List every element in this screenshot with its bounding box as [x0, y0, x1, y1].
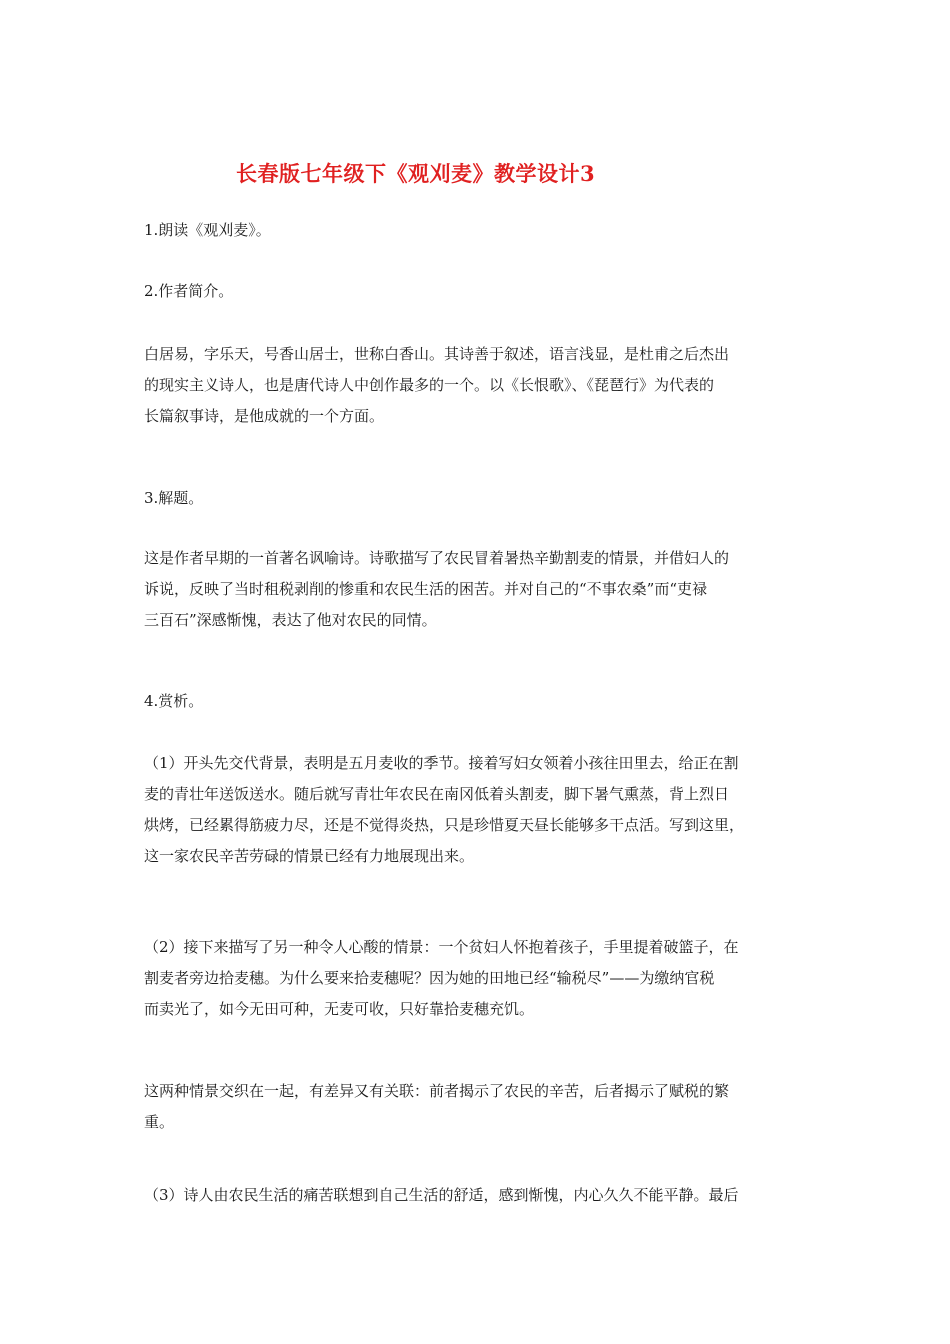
text-line: 3.解题。: [144, 489, 204, 507]
text-line: 割麦者旁边拾麦穗。为什么要来拾麦穗呢？因为她的田地已经“输税尽”——为缴纳官税: [144, 969, 715, 987]
text-line: （2）接下来描写了另一种令人心酸的情景：一个贫妇人怀抱着孩子，手里提着破篮子，在: [144, 938, 739, 956]
paragraph-title-explanation: [144, 543, 824, 636]
text-line: 4.赏析。: [144, 692, 204, 710]
paragraph-analysis-2: [144, 932, 824, 1025]
text-line: 麦的青壮年送饭送水。随后就写青壮年农民在南冈低着头割麦，脚下暑气熏蒸，背上烈日: [144, 785, 730, 803]
text-line: 烘烤，已经累得筋疲力尽，还是不觉得炎热，只是珍惜夏天昼长能够多干点活。写到这里，: [144, 816, 745, 834]
text-line: 而卖光了，如今无田可种，无麦可收，只好靠拾麦穗充饥。: [144, 1000, 535, 1018]
paragraph-analysis-3: [144, 1180, 824, 1211]
text-line: 诉说，反映了当时租税剥削的惨重和农民生活的困苦。并对自己的“不事农桑”而“吏禄: [144, 580, 708, 598]
text-line: （1）开头先交代背景，表明是五月麦收的季节。接着写妇女领着小孩往田里去，给正在割: [144, 754, 739, 772]
paragraph-title-heading: [144, 483, 824, 514]
paragraph-read-poem: [144, 215, 824, 246]
paragraph-analysis-1: [144, 748, 824, 872]
text-line: 的现实主义诗人，也是唐代诗人中创作最多的一个。以《长恨歌》、《琵琶行》为代表的: [144, 376, 715, 394]
text-line: （3）诗人由农民生活的痛苦联想到自己生活的舒适，感到惭愧，内心久久不能平静。最后: [144, 1186, 739, 1204]
text-line: 长篇叙事诗，是他成就的一个方面。: [144, 407, 385, 425]
text-line: 这是作者早期的一首著名讽喻诗。诗歌描写了农民冒着暑热辛勤割麦的情景，并借妇人的: [144, 549, 730, 567]
text-line: 白居易，字乐天，号香山居士，世称白香山。其诗善于叙述，语言浅显，是杜甫之后杰出: [144, 345, 730, 363]
paragraph-author-heading: [144, 276, 824, 307]
text-line: 三百石”深感惭愧，表达了他对农民的同情。: [144, 611, 437, 629]
paragraph-analysis-heading: [144, 686, 824, 717]
text-line: 重。: [144, 1113, 175, 1131]
text-line: 这两种情景交织在一起，有差异又有关联：前者揭示了农民的辛苦，后者揭示了赋税的繁: [144, 1082, 730, 1100]
document-title: 长春版七年级下《观刈麦》教学设计3: [236, 161, 596, 186]
text-line: 1.朗读《观刈麦》。: [144, 221, 271, 239]
paragraph-author-bio: [144, 339, 824, 432]
text-line: 2.作者简介。: [144, 282, 234, 300]
paragraph-contrast: [144, 1076, 824, 1138]
text-line: 这一家农民辛苦劳碌的情景已经有力地展现出来。: [144, 847, 475, 865]
